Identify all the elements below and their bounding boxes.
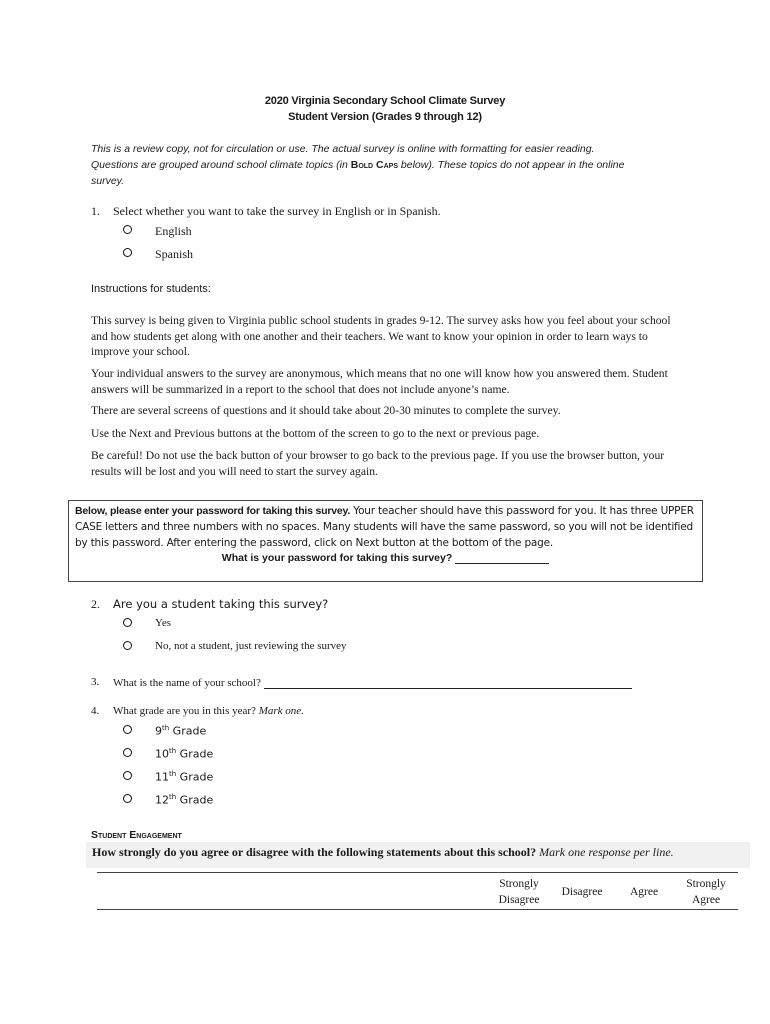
grade-suffix: th xyxy=(169,747,177,755)
section-question-bold: How strongly do you agree or disagree with the following statements about this school? xyxy=(92,845,537,859)
intro-line-2-post: below). These topics do not appear in the online xyxy=(398,159,625,171)
grade-suffix: th xyxy=(162,724,170,732)
question-number: 4. xyxy=(91,705,100,717)
instructions-label: Instructions for students: xyxy=(91,283,211,295)
column-header-line-1: Agree xyxy=(629,886,659,898)
option-yes[interactable] xyxy=(0,617,400,633)
option-grade-11[interactable] xyxy=(0,770,400,786)
column-header-strongly-disagree xyxy=(489,876,549,908)
question-4 xyxy=(0,705,770,721)
grade-number: 9 xyxy=(155,724,162,738)
question-number: 1. xyxy=(91,204,100,218)
intro-line-2-pre: Questions are grouped around school climate topics (in xyxy=(91,159,351,171)
password-box xyxy=(68,500,703,582)
grade-number: 11 xyxy=(155,770,169,784)
option-label: No, not a student, just reviewing the survey xyxy=(155,640,347,652)
password-question-text: What is your password for taking this survey? xyxy=(221,552,453,564)
radio-icon[interactable] xyxy=(123,225,132,234)
column-header-disagree xyxy=(551,884,613,900)
question-3-text: What is the name of your school? xyxy=(113,677,261,689)
question-text: Are you a student taking this survey? xyxy=(113,597,329,611)
option-label xyxy=(155,724,206,738)
radio-icon[interactable] xyxy=(123,748,132,757)
section-question-instruction: Mark one response per line. xyxy=(536,845,674,859)
section-question xyxy=(92,845,674,860)
password-instructions xyxy=(75,503,695,551)
option-grade-10[interactable] xyxy=(0,747,400,763)
option-grade-9[interactable] xyxy=(0,724,400,740)
grade-suffix: th xyxy=(169,793,177,801)
mark-one-instruction: Mark one. xyxy=(258,705,304,717)
option-label: Yes xyxy=(155,617,172,629)
question-number: 3. xyxy=(91,676,100,688)
question-text: Select whether you want to take the survey in English or in Spanish. xyxy=(113,204,441,218)
intro-line-3: survey. xyxy=(91,175,125,187)
option-label: Spanish xyxy=(155,247,194,261)
grade-number: 10 xyxy=(155,747,169,761)
radio-icon[interactable] xyxy=(123,771,132,780)
password-input[interactable] xyxy=(455,551,549,564)
grade-number: 12 xyxy=(155,793,169,807)
instructions-paragraph-2: Your individual answers to the survey are anonymous, which means that no one will know how you answered them. Student answers will be summarized in a report to the school that does not include anyone’s name. xyxy=(91,367,668,396)
intro-line-1: This is a review copy, not for circulation or use. The actual survey is online with formatting for easier reading. xyxy=(91,143,595,155)
option-label xyxy=(155,747,213,761)
section-question-bar xyxy=(86,842,750,868)
column-header-line-2: Agree xyxy=(691,894,721,906)
question-3 xyxy=(0,676,770,692)
grade-word: Grade xyxy=(169,724,207,738)
option-label xyxy=(155,770,213,784)
radio-icon[interactable] xyxy=(123,641,132,650)
option-spanish[interactable] xyxy=(0,247,400,263)
school-name-input[interactable] xyxy=(264,676,632,689)
section-title: Student Engagement xyxy=(91,829,182,841)
instructions-paragraph-4: Use the Next and Previous buttons at the bottom of the screen to go to the next or previous page. xyxy=(91,427,540,440)
column-header-strongly-agree xyxy=(676,876,736,908)
intro-note xyxy=(91,141,691,189)
password-lead: Below, please enter your password for taking this survey. xyxy=(75,505,351,517)
question-text xyxy=(113,676,632,689)
radio-icon[interactable] xyxy=(123,725,132,734)
question-4-text: What grade are you in this year? xyxy=(113,705,256,717)
document-title: 2020 Virginia Secondary School Climate Survey xyxy=(264,95,506,107)
column-header-line-1: Disagree xyxy=(561,886,603,898)
column-header-agree xyxy=(616,884,672,900)
column-header-line-1: Strongly xyxy=(686,878,726,890)
table-header-rule xyxy=(97,909,738,910)
option-english[interactable] xyxy=(0,224,400,240)
question-number: 2. xyxy=(91,597,100,611)
instructions-paragraph-5: Be careful! Do not use the back button of your browser to go back to the previous page. If you use the browser button, your results will be lost and you will need to start the survey again. xyxy=(91,449,665,478)
grade-word: Grade xyxy=(176,747,214,761)
bold-caps-label: Bold Caps xyxy=(350,159,398,171)
column-header-line-1: Strongly xyxy=(499,878,539,890)
radio-icon[interactable] xyxy=(123,794,132,803)
instructions-paragraph-1: This survey is being given to Virginia public school students in grades 9-12. The survey asks how you feel about your school and how students get along with one another and their teachers. We want to know your opinion in order to learn ways to improve your school. xyxy=(91,314,671,358)
password-question xyxy=(69,551,702,564)
question-text xyxy=(113,705,304,717)
option-not-student[interactable] xyxy=(0,640,500,656)
password-details: Your teacher should have this password for you. It has three UPPER CASE letters and three numbers with no spaces. Many students will have the same password, so you will not be identified by this password. After entering the password, click on Next button at the bottom of the page. xyxy=(75,505,694,549)
document-subtitle: Student Version (Grades 9 through 12) xyxy=(288,111,482,123)
instructions-paragraph-3: There are several screens of questions and it should take about 20-30 minutes to complete the survey. xyxy=(91,404,561,417)
option-grade-12[interactable] xyxy=(0,793,400,809)
grade-word: Grade xyxy=(176,793,214,807)
grade-suffix: th xyxy=(169,770,177,778)
grade-word: Grade xyxy=(176,770,214,784)
table-top-rule xyxy=(97,872,738,873)
option-label: English xyxy=(155,224,192,238)
intro-line-2 xyxy=(91,157,691,173)
question-2 xyxy=(0,597,770,613)
radio-icon[interactable] xyxy=(123,248,132,257)
option-label xyxy=(155,793,213,807)
radio-icon[interactable] xyxy=(123,618,132,627)
question-1 xyxy=(0,204,770,220)
column-header-line-2: Disagree xyxy=(498,894,540,906)
